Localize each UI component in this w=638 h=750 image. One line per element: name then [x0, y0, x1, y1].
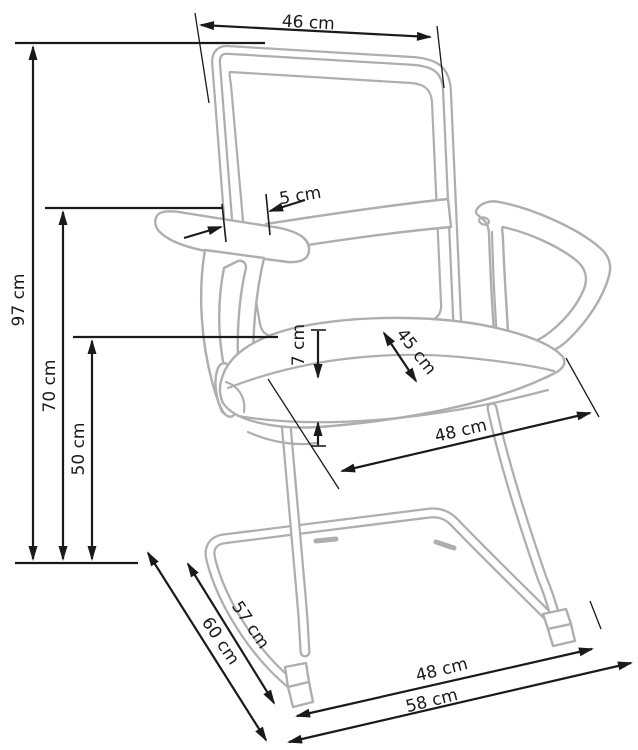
base-clip-left: [316, 539, 336, 541]
base-clip-right: [436, 542, 454, 548]
dim-base-depth-outer-label: 60 cm: [197, 613, 244, 669]
chair-drawing: [155, 50, 610, 707]
chair-base-frame: [210, 408, 575, 707]
dim-seat-depth-label: 45 cm: [391, 324, 441, 379]
dim-armrest-height-label: 70 cm: [40, 359, 60, 413]
left-foot: [285, 663, 313, 707]
dim-base-depth-inner: [188, 564, 274, 703]
dim-base-width-outer-label: 58 cm: [403, 685, 460, 718]
dim-total-height-label: 97 cm: [9, 273, 29, 327]
dim-seat-width-label: 48 cm: [432, 415, 489, 447]
dim-backrest-width-label: 46 cm: [281, 11, 336, 35]
dim-backrest-bottom-height-label: 50 cm: [69, 422, 89, 476]
dim-armrest-height: [40, 208, 223, 559]
dim-base-width-inner-label: 48 cm: [413, 654, 470, 687]
dim-seat-thickness-label: 7 cm: [289, 323, 309, 367]
dim-base-depth-inner-label: 57 cm: [227, 597, 274, 653]
right-foot: [543, 609, 575, 646]
dim-backrest-offset-label: 5 cm: [277, 182, 323, 210]
